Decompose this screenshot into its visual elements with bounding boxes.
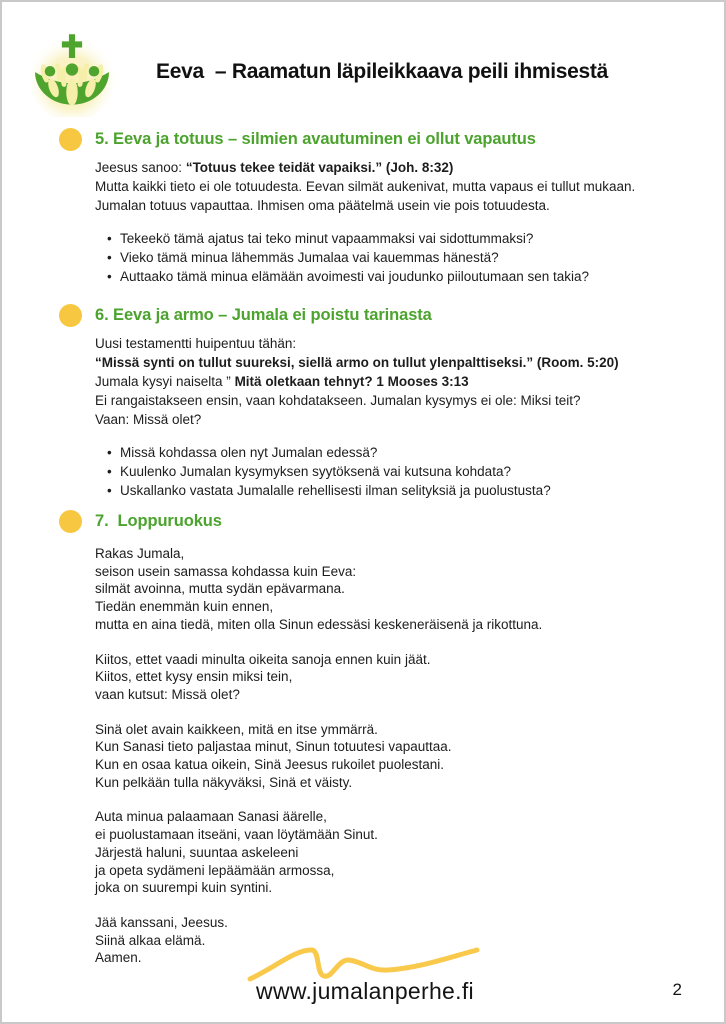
section-marker-dot [59,510,82,533]
bullet-item: • Vieko tämä minua lähemmäs Jumalaa vai kauemmas hänestä? [107,248,677,267]
prayer-stanza [95,651,677,704]
text-line [95,391,677,410]
bullet-item: • Uskallanko vastata Jumalalle rehellisesti ilman selityksiä ja puolustusta? [107,481,677,500]
section-marker-dot [59,304,82,327]
text-line [95,410,677,429]
prayer-line: mutta en aina tiedä, miten olla Sinun edessäsi keskeneräisenä ja rikottuna. [95,616,543,632]
bullet-item: • Auttaako tämä minua elämään avoimesti vai joudunko piiloutumaan sen takia? [107,267,677,286]
prayer-stanza [95,545,677,634]
section-7 [59,510,677,967]
prayer-line: Siinä alkaa elämä. [95,932,206,948]
text-line [95,372,677,391]
bullet-item: • Tekeekö tämä ajatus tai teko minut vapaammaksi vai sidottummaksi? [107,229,677,248]
text-line [95,353,677,372]
website-link[interactable]: www.jumalanperhe.fi [256,978,474,1004]
section-6-bullets [107,443,677,500]
text-run: Jumala kysyi naiselta ” [95,374,235,389]
text-run: Uusi testamentti huipentuu tähän: [95,336,297,351]
section-6 [59,304,677,500]
prayer-stanza [95,721,677,792]
section-5-body [95,158,677,215]
bullet-item: • Missä kohdassa olen nyt Jumalan edessä? [107,443,677,462]
prayer-line: Tiedän enemmän kuin ennen, [95,599,274,615]
text-line [95,158,677,177]
prayer-line: Kiitos, ettet kysy ensin miksi tein, [95,669,293,685]
prayer-line: ei puolustamaan itseäni, vaan löytämään Sinut. [95,827,378,843]
prayer-line: Kun pelkään tulla näkyväksi, Sinä et väisty. [95,774,353,790]
prayer-line: Auta minua palaamaan Sanasi äärelle, [95,809,327,825]
prayer-line: silmät avoinna, mutta sydän epävarmana. [95,581,345,597]
section-6-body [95,334,677,429]
bold-quote: “Totuus tekee teidät vapaiksi.” (Joh. 8:32) [185,160,454,175]
prayer-line: Sinä olet avain kaikkeen, mitä en itse ymmärrä. [95,721,378,737]
section-7-header [59,510,677,533]
section-5-header [59,128,677,151]
text-run: Vaan: Missä olet? [95,412,202,427]
bullet-item: • Kuulenko Jumalan kysymyksen syytöksenä vai kutsuna kohdata? [107,462,677,481]
prayer-line: joka on suurempi kuin syntini. [95,880,273,896]
text-line [95,177,677,196]
prayer-line: Rakas Jumala, [95,546,185,561]
text-line [95,196,677,215]
text-run: Jumalan totuus vapauttaa. Ihmisen oma päätelmä usein vie pois totuudesta. [95,198,550,213]
section-6-heading: 6. Eeva ja armo – Jumala ei poistu tarinasta [95,306,432,324]
section-5-bullets [107,229,677,286]
text-run: Mutta kaikki tieto ei ole totuudesta. Eevan silmät aukenivat, mutta vapaus ei tullut mukaan. [95,179,636,194]
page-content [59,128,677,967]
prayer-line: Kun Sanasi tieto paljastaa minut, Sinun totuutesi vapauttaa. [95,739,452,755]
page-number: 2 [672,980,682,999]
prayer-line: Aamen. [95,950,142,966]
prayer-line: Kun en osaa katua oikein, Sinä Jeesus rukoilet puolestani. [95,757,444,773]
section-6-header [59,304,677,327]
prayer-line: Kiitos, ettet vaadi minulta oikeita sanoja ennen kuin jäät. [95,651,431,667]
text-run: Jeesus sanoo: [95,160,186,175]
prayer-line: vaan kutsut: Missä olet? [95,686,240,702]
prayer-line: Järjestä haluni, suuntaa askeleeni [95,844,299,860]
section-5-heading: 5. Eeva ja totuus – silmien avautuminen ei ollut vapautus [95,130,536,148]
section-5 [59,128,677,286]
text-run: Ei rangaistakseen ensin, vaan kohdatakseen. Jumalan kysymys ei ole: Miksi teit? [95,393,581,408]
closing-prayer [95,545,677,967]
section-marker-dot [59,128,82,151]
prayer-line: Jää kanssani, Jeesus. [95,914,228,930]
prayer-line: ja opeta sydämeni lepäämään armossa, [95,862,335,878]
bold-quote: Mitä oletkaan tehnyt? 1 Mooses 3:13 [234,374,469,389]
text-line [95,334,677,353]
prayer-stanza [95,808,677,897]
jumalanperhe-logo [28,29,116,117]
bold-quote: “Missä synti on tullut suureksi, siellä armo on tullut ylenpalttiseksi.” (Room. 5:20) [95,355,619,370]
prayer-line: seison usein samassa kohdassa kuin Eeva: [95,563,357,579]
section-7-heading: 7. Loppuruokus [95,512,222,530]
page-title: Eeva – Raamatun läpileikkaava peili ihmisestä [156,60,608,83]
